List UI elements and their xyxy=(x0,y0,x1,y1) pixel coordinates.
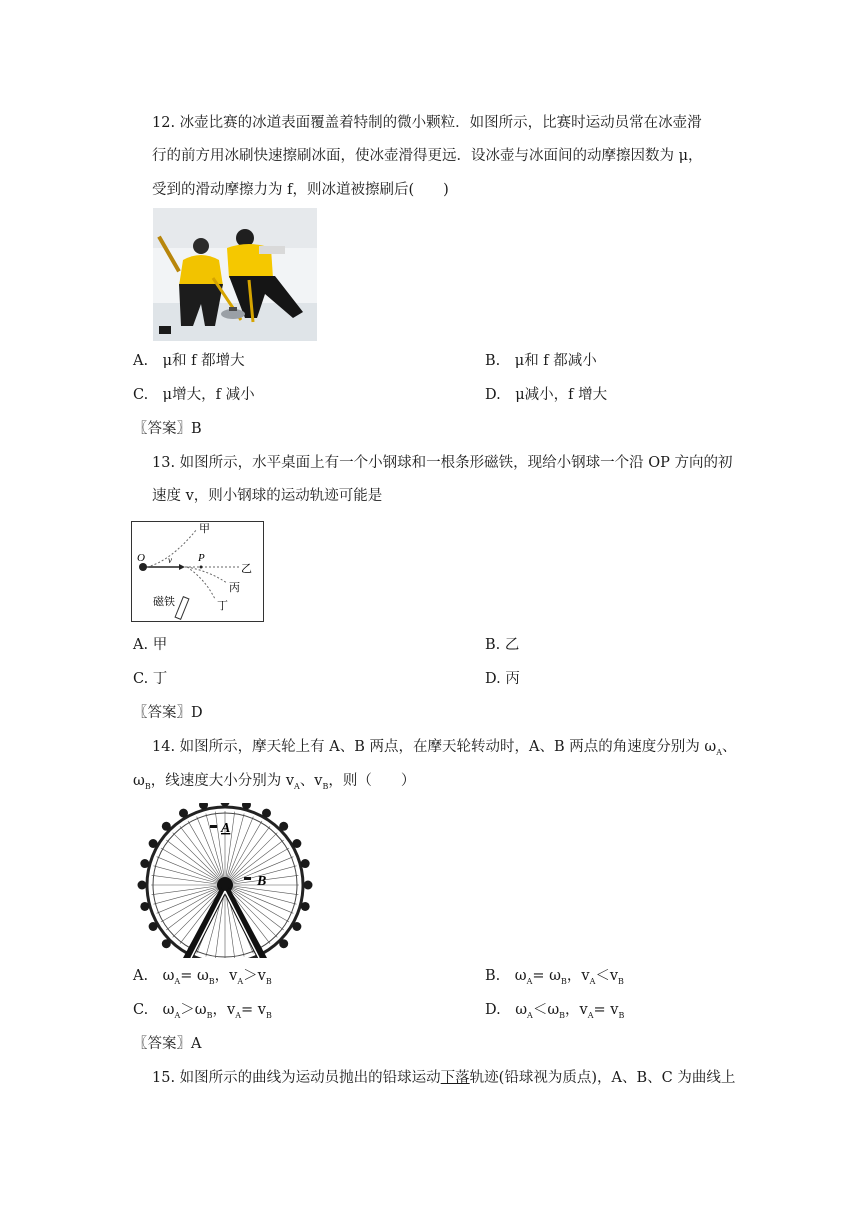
q12-option-c: C. μ增大，f 减小 xyxy=(133,387,255,403)
label-bing: 丙 xyxy=(229,581,240,594)
q13-line-1: 13. 如图所示，水平桌面上有一个小钢球和一根条形磁铁，现给小钢球一个沿 OP 方向的初 xyxy=(152,455,733,471)
q14-line-2: $\omega_B$，线速度大小分别为 $v_A$、$v_B$，则（ ） xyxy=(133,773,416,791)
cabin-icon xyxy=(301,859,310,868)
label-ding: 丁 xyxy=(217,599,228,612)
label-a: A xyxy=(221,821,231,836)
q14-option-d: D. $\omega_A<\omega_B$，$v_A= v_B$ xyxy=(485,1002,625,1020)
label-yi: 乙 xyxy=(241,562,252,575)
q13-option-d: D. 丙 xyxy=(485,671,520,687)
cabin-icon xyxy=(279,939,288,948)
label-o: O xyxy=(137,552,145,564)
cabin-icon xyxy=(292,839,301,848)
q12-option-a: A. μ和 f 都增大 xyxy=(133,353,245,369)
label-v: v xyxy=(168,555,172,565)
wheel-spoke xyxy=(188,821,225,885)
cabin-icon xyxy=(140,902,149,911)
curling-photo xyxy=(153,208,317,341)
wheel-spoke xyxy=(161,848,225,885)
point-b-marker xyxy=(244,877,251,880)
label-p: P xyxy=(198,552,205,564)
cabin-icon xyxy=(292,922,301,931)
label-magnet: 磁铁 xyxy=(153,595,175,608)
q15-line-1: 15. 如图所示的曲线为运动员抛出的铅球运动下落轨迹(铅球视为质点)，A、B、C 为曲线上 xyxy=(152,1070,736,1086)
q12-answer: 〖答案〗B xyxy=(133,421,202,437)
q14-option-c: C. $\omega_A>\omega_B$，$v_A= v_B$ xyxy=(133,1002,272,1020)
cabin-icon xyxy=(149,839,158,848)
q13-option-b: B. 乙 xyxy=(485,637,520,653)
wheel-spoke xyxy=(225,833,277,885)
label-b: B xyxy=(257,874,267,889)
ferris-wheel-figure xyxy=(131,803,319,958)
cabin-icon xyxy=(162,939,171,948)
cabin-icon xyxy=(140,859,149,868)
q14-answer: 〖答案〗A xyxy=(133,1036,202,1052)
point-a-marker xyxy=(210,825,217,828)
magnet-trajectory-figure xyxy=(131,521,264,622)
q13-answer: 〖答案〗D xyxy=(133,705,203,721)
q13-option-a: A. 甲 xyxy=(133,637,168,653)
q13-option-c: C. 丁 xyxy=(133,671,168,687)
q14-option-a: A. $\omega_A= \omega_B$，$v_A>v_B$ xyxy=(133,968,272,986)
q14-option-b: B. $\omega_A= \omega_B$，$v_A<v_B$ xyxy=(485,968,624,986)
cabin-icon xyxy=(179,809,188,818)
q14-line-1: 14. 如图所示，摩天轮上有 A、B 两点，在摩天轮转动时，A、B 两点的角速度分别为 $\omega_A$、 xyxy=(152,739,737,757)
q12-line-1: 12. 冰壶比赛的冰道表面覆盖着特制的微小颗粒．如图所示，比赛时运动员常在冰壶滑 xyxy=(152,115,702,131)
cabin-icon xyxy=(138,881,147,890)
q12-line-2: 行的前方用冰刷快速擦刷冰面，使冰壶滑得更远．设冰壶与冰面间的动摩擦因数为 μ， xyxy=(152,148,703,164)
cabin-icon xyxy=(162,822,171,831)
q12-line-3: 受到的滑动摩擦力为 f，则冰道被擦刷后( ) xyxy=(152,182,449,198)
cabin-icon xyxy=(304,881,313,890)
label-jia: 甲 xyxy=(199,522,210,535)
q13-line-2: 速度 v，则小钢球的运动轨迹可能是 xyxy=(152,488,383,504)
cabin-icon xyxy=(149,922,158,931)
cabin-icon xyxy=(262,809,271,818)
wheel-spoke xyxy=(173,833,225,885)
q12-option-d: D. μ减小，f 增大 xyxy=(485,387,608,403)
q12-option-b: B. μ和 f 都减小 xyxy=(485,353,597,369)
cabin-icon xyxy=(279,822,288,831)
cabin-icon xyxy=(301,902,310,911)
wheel-spoke xyxy=(154,866,225,885)
